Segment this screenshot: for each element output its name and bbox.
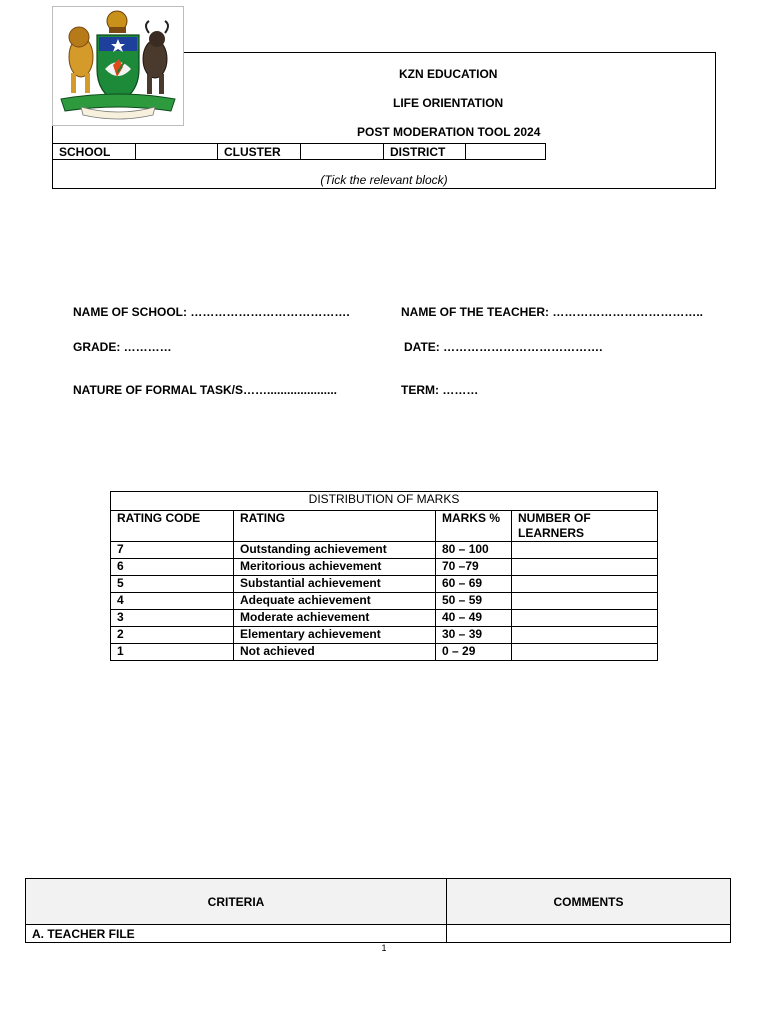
criteria-comments-table: [25, 878, 731, 943]
district-label: DISTRICT: [384, 144, 466, 160]
table-row: [111, 644, 658, 661]
header-title-kzn-education: KZN EDUCATION: [399, 67, 498, 81]
learners-cell[interactable]: [512, 542, 658, 559]
date-field[interactable]: DATE: ………………………………….: [404, 340, 603, 354]
term-field[interactable]: TERM: ………: [401, 383, 479, 397]
learners-cell[interactable]: [512, 627, 658, 644]
rating-cell: Adequate achievement: [234, 593, 436, 610]
rating-cell: Moderate achievement: [234, 610, 436, 627]
marks-cell: 30 – 39: [436, 627, 512, 644]
rating-cell: Meritorious achievement: [234, 559, 436, 576]
school-value-cell[interactable]: [136, 144, 218, 160]
comments-header: COMMENTS: [447, 879, 731, 925]
teacher-file-comment-cell[interactable]: [447, 925, 731, 943]
grade-field[interactable]: GRADE: …………: [73, 340, 172, 354]
table-row: [111, 610, 658, 627]
rating-cell: Outstanding achievement: [234, 542, 436, 559]
rating-code-cell: 4: [111, 593, 234, 610]
rating-code-cell: 3: [111, 610, 234, 627]
district-value-cell[interactable]: [466, 144, 546, 160]
header-title-post-moderation-tool: POST MODERATION TOOL 2024: [357, 125, 541, 139]
tick-relevant-block-note: (Tick the relevant block): [320, 173, 448, 187]
name-of-teacher-field[interactable]: NAME OF THE TEACHER: ………………………………..: [401, 305, 703, 319]
marks-cell: 80 – 100: [436, 542, 512, 559]
distribution-of-marks-table: [110, 491, 658, 661]
learners-cell[interactable]: [512, 593, 658, 610]
page-number: 1: [381, 943, 387, 953]
teacher-file-row-label: A. TEACHER FILE: [26, 925, 447, 943]
rating-cell: Not achieved: [234, 644, 436, 661]
rating-code-cell: 6: [111, 559, 234, 576]
table-row: [111, 593, 658, 610]
learners-cell[interactable]: [512, 559, 658, 576]
header-marks-percent: MARKS %: [436, 511, 512, 542]
header-title-life-orientation: LIFE ORIENTATION: [393, 96, 504, 110]
header-rating-code: RATING CODE: [111, 511, 234, 542]
name-of-school-field[interactable]: NAME OF SCHOOL: ………………………………….: [73, 305, 350, 319]
rating-cell: Elementary achievement: [234, 627, 436, 644]
header-number-of-learners: NUMBER OF LEARNERS: [512, 511, 658, 542]
school-label: SCHOOL: [53, 144, 136, 160]
rating-cell: Substantial achievement: [234, 576, 436, 593]
marks-cell: 70 –79: [436, 559, 512, 576]
distribution-title: DISTRIBUTION OF MARKS: [111, 492, 658, 511]
header-rating: RATING: [234, 511, 436, 542]
learners-cell[interactable]: [512, 576, 658, 593]
marks-cell: 0 – 29: [436, 644, 512, 661]
learners-cell[interactable]: [512, 644, 658, 661]
marks-cell: 40 – 49: [436, 610, 512, 627]
table-row: [111, 627, 658, 644]
nature-of-formal-task-field[interactable]: NATURE OF FORMAL TASK/S…….....................: [73, 383, 338, 397]
cluster-label: CLUSTER: [218, 144, 301, 160]
criteria-header: CRITERIA: [26, 879, 447, 925]
kzn-coat-of-arms-logo: [52, 6, 184, 126]
school-cluster-district-table: [52, 143, 546, 160]
rating-code-cell: 7: [111, 542, 234, 559]
cluster-value-cell[interactable]: [301, 144, 384, 160]
rating-code-cell: 2: [111, 627, 234, 644]
marks-cell: 50 – 59: [436, 593, 512, 610]
table-row: [111, 559, 658, 576]
table-row: [111, 576, 658, 593]
rating-code-cell: 1: [111, 644, 234, 661]
learners-cell[interactable]: [512, 610, 658, 627]
table-row: [111, 542, 658, 559]
marks-cell: 60 – 69: [436, 576, 512, 593]
rating-code-cell: 5: [111, 576, 234, 593]
